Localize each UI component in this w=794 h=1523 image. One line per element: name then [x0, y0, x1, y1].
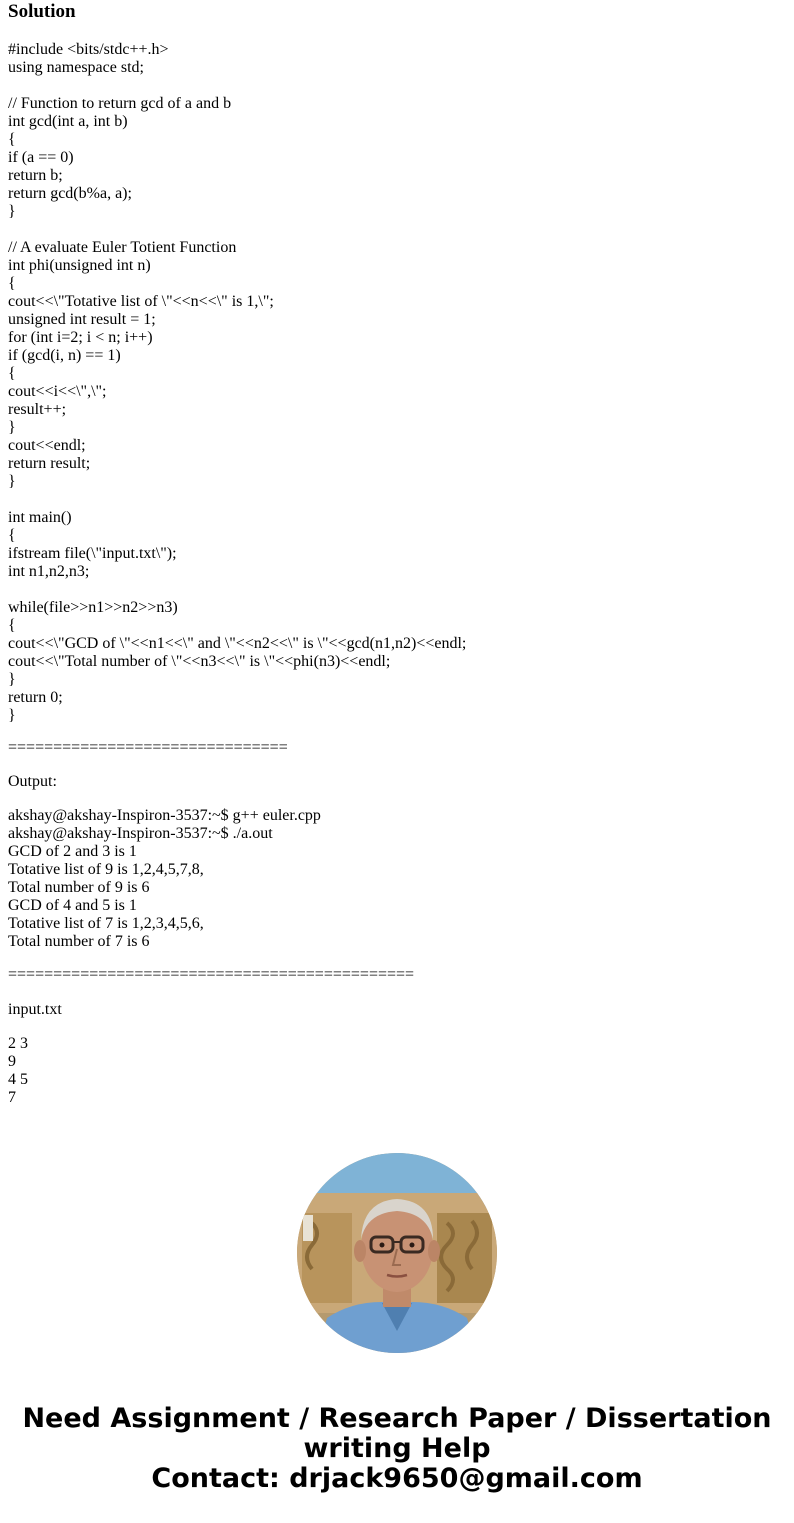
- promo-banner: [0, 1404, 794, 1494]
- input-file-contents: 2 3 9 4 5 7: [8, 1035, 28, 1106]
- author-avatar: [297, 1153, 497, 1353]
- promo-line-1: Need Assignment / Research Paper / Dissertation: [22, 1403, 772, 1434]
- terminal-output: akshay@akshay-Inspiron-3537:~$ g++ euler.cpp akshay@akshay-Inspiron-3537:~$ ./a.out GCD of 2 and 3 is 1 Totative list of 9 is 1,2,4,5,7,8, Total number of 9 is 6 GCD of 4 and 5 is 1 Totative list of 7 is 1,2,3,4,5,6, Total number of 7 is 6: [8, 807, 321, 950]
- code-listing: #include <bits/stdc++.h> using namespace std; // Function to return gcd of a and b int gcd(int a, int b) { if (a == 0) return b; return gcd(b%a, a); } // A evaluate Euler Totient Function int phi(unsigned int n) { cout<<\"Totative list of \"<<n<<\" is 1,\"; unsigned int result = 1; for (int i=2; i < n; i++) if (gcd(i, n) == 1) { cout<<i<<\",\"; result++; } cout<<endl; return result; } int main() { ifstream file(\"input.txt\"); int n1,n2,n3; while(file>>n1>>n2>>n3) { cout<<\"GCD of \"<<n1<<\" and \"<<n2<<\" is \"<<gcd(n1,n2)<<endl; cout<<\"Total number of \"<<n3<<\" is \"<<phi(n3)<<endl; } return 0; }: [8, 41, 467, 724]
- promo-line-2: writing Help: [303, 1433, 491, 1464]
- separator-line: =============================================: [8, 966, 415, 983]
- output-label: Output:: [8, 773, 57, 790]
- avatar-portrait-image: [297, 1153, 497, 1353]
- promo-contact-line: Contact: drjack9650@gmail.com: [151, 1463, 643, 1494]
- input-file-label: input.txt: [8, 1001, 62, 1018]
- solution-heading: Solution: [8, 1, 76, 22]
- separator-line: ===============================: [8, 739, 288, 756]
